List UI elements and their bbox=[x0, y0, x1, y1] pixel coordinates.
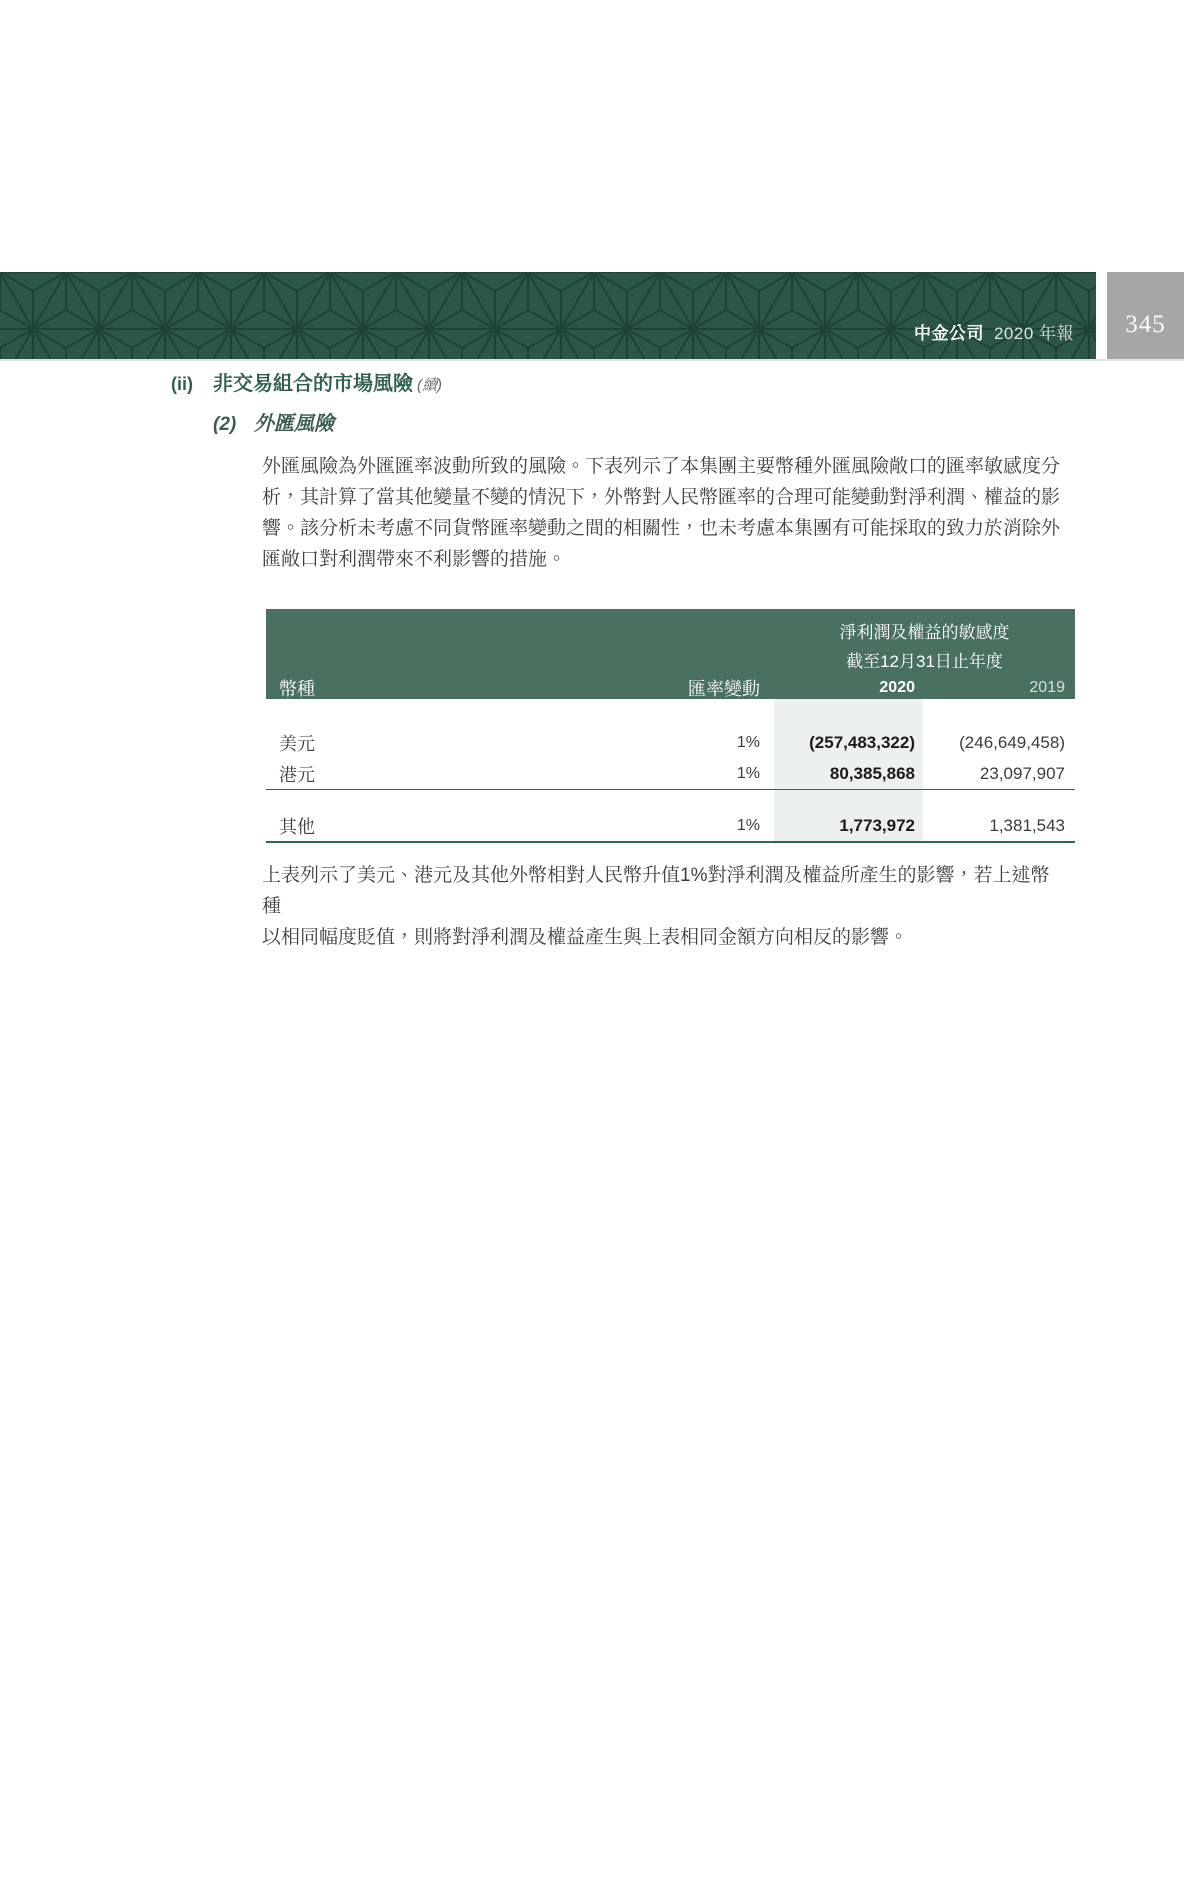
subsection-heading-2 bbox=[213, 410, 1190, 439]
cell-value-2020: 80,385,868 bbox=[774, 758, 923, 789]
page-number: 345 bbox=[1125, 310, 1166, 338]
cell-currency: 美元 bbox=[279, 733, 315, 754]
table-header-line2: 截至12月31日止年度 bbox=[846, 652, 1003, 671]
asanoha-pattern-icon bbox=[0, 272, 1096, 359]
cell-value-2019: 23,097,907 bbox=[979, 763, 1065, 783]
subsection-title: 外匯風險 bbox=[254, 413, 334, 435]
table-column-headers bbox=[266, 676, 1075, 699]
cell-change: 1% bbox=[736, 764, 760, 782]
subsection-number: (ii) bbox=[171, 374, 193, 394]
subsection-heading-ii bbox=[171, 370, 1190, 400]
table-bottom-border bbox=[266, 841, 1075, 843]
paragraph-line: 析，其計算了當其他變量不變的情況下，外幣對人民幣匯率的合理可能變動對淨利潤、權益的影 bbox=[262, 487, 1061, 508]
table-row-usd bbox=[266, 727, 1075, 758]
header-banner bbox=[0, 272, 1096, 359]
cell-value-2020: (257,483,322) bbox=[774, 727, 923, 758]
page-number-box bbox=[1107, 272, 1184, 359]
cell-currency: 其他 bbox=[279, 816, 315, 837]
column-header-currency: 幣種 bbox=[279, 678, 315, 699]
report-title: 2020 年報 bbox=[993, 324, 1074, 343]
cell-value-2020: 1,773,972 bbox=[774, 810, 923, 841]
column-header-change: 匯率變動 bbox=[688, 678, 760, 699]
table-header-line1: 淨利潤及權益的敏感度 bbox=[839, 623, 1010, 642]
table-row-hkd bbox=[266, 758, 1075, 789]
table-header bbox=[266, 609, 1075, 699]
table-spacer-row bbox=[266, 699, 1075, 727]
cell-change: 1% bbox=[736, 816, 760, 834]
table-header-merged bbox=[774, 618, 1075, 676]
company-name: 中金公司 bbox=[913, 324, 984, 343]
continued-mark: (續) bbox=[417, 377, 442, 394]
paragraph-line: 以相同幅度貶值，則將對淨利潤及權益產生與上表相同金額方向相反的影響。 bbox=[262, 927, 909, 948]
table-body bbox=[266, 699, 1075, 843]
banner-label bbox=[914, 319, 1074, 344]
table-row-other bbox=[266, 810, 1075, 841]
sensitivity-table bbox=[266, 609, 1075, 843]
paragraph-line: 外匯風險為外匯匯率波動所致的風險。下表列示了本集團主要幣種外匯風險敞口的匯率敏感度分 bbox=[262, 456, 1061, 477]
table-spacer-row bbox=[266, 790, 1075, 810]
header-underline bbox=[0, 359, 1184, 361]
column-header-2020: 2020 bbox=[879, 678, 915, 696]
paragraph-line: 響。該分析未考慮不同貨幣匯率變動之間的相關性，也未考慮本集團有可能採取的致力於消除外 bbox=[262, 518, 1061, 539]
cell-change: 1% bbox=[736, 733, 760, 751]
cell-currency: 港元 bbox=[279, 764, 315, 785]
cell-value-2019: (246,649,458) bbox=[959, 732, 1065, 752]
subsection-title: 非交易組合的市場風險 bbox=[213, 373, 413, 395]
paragraph-line: 上表列示了美元、港元及其他外幣相對人民幣升值1%對淨利潤及權益所產生的影響，若上述幣種 bbox=[262, 865, 1050, 917]
cell-value-2019: 1,381,543 bbox=[989, 815, 1065, 835]
page bbox=[0, 272, 1190, 953]
subsection-number: (2) bbox=[213, 414, 237, 435]
intro-paragraph bbox=[262, 451, 1068, 575]
column-header-2019: 2019 bbox=[1029, 678, 1065, 696]
content bbox=[0, 272, 1190, 953]
outro-paragraph bbox=[262, 860, 1068, 953]
paragraph-line: 匯敞口對利潤帶來不利影響的措施。 bbox=[262, 549, 567, 570]
